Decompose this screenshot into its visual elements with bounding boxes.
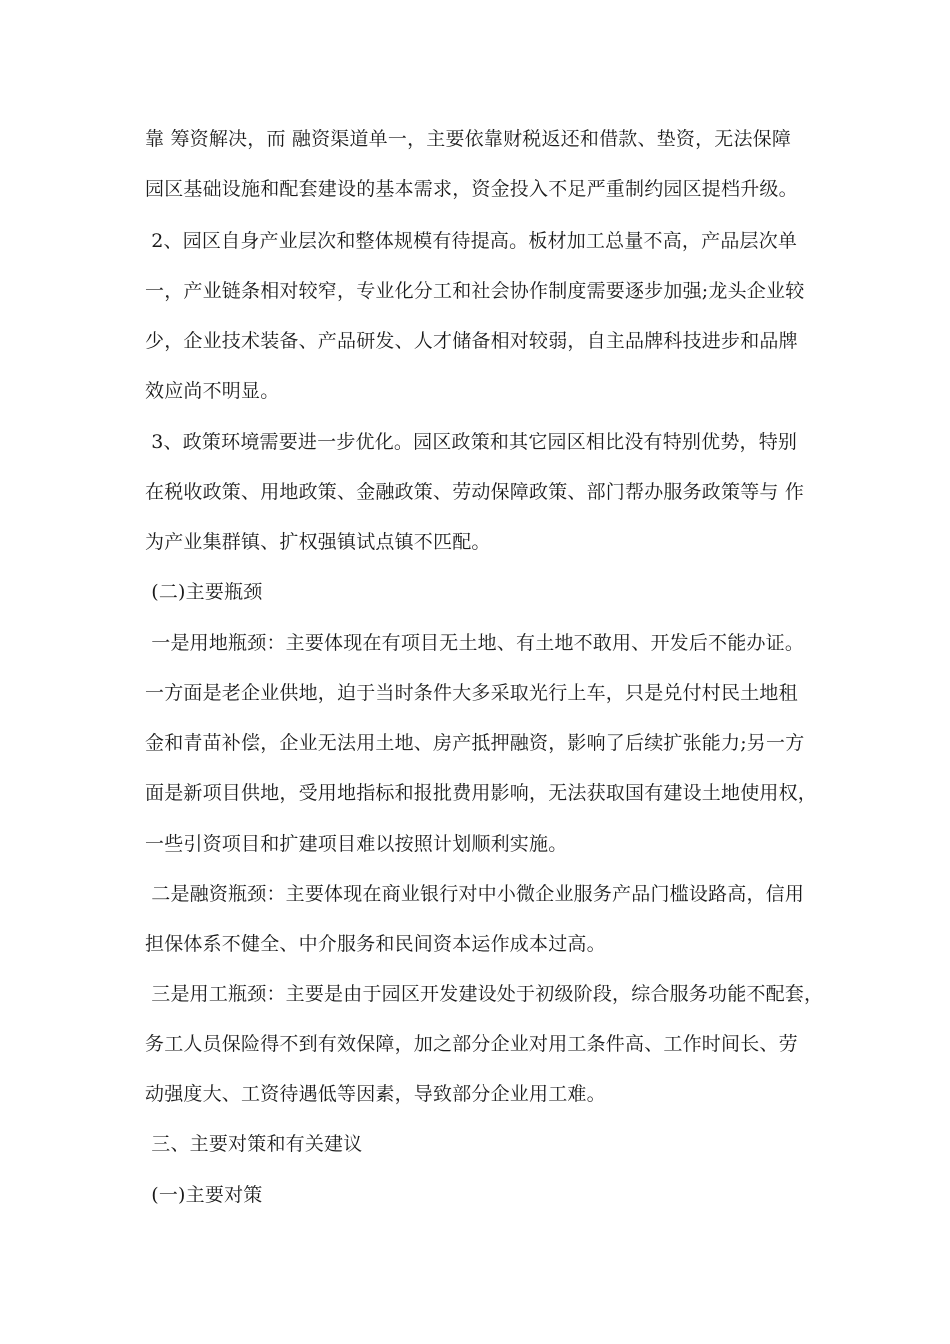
section-heading: (一)主要对策 — [145, 1184, 263, 1206]
text-line: 担保体系不健全、中介服务和民间资本运作成本过高。 — [145, 933, 606, 955]
section-heading: 三、主要对策和有关建议 — [145, 1133, 363, 1155]
text-line: 3、政策环境需要进一步优化。园区政策和其它园区相比没有特别优势，特别 — [145, 431, 798, 453]
text-line: 金和青苗补偿，企业无法用土地、房产抵押融资，影响了后续扩张能力;另一方 — [145, 732, 805, 754]
text-line: 一方面是老企业供地，迫于当时条件大多采取光行上车，只是兑付村民土地租 — [145, 682, 798, 704]
text-line: 动强度大、工资待遇低等因素，导致部分企业用工难。 — [145, 1083, 606, 1105]
text-line: 二是融资瓶颈：主要体现在商业银行对中小微企业服务产品门槛设路高，信用 — [145, 883, 805, 905]
text-line: 少，企业技术装备、产品研发、人才储备相对较弱，自主品牌科技进步和品牌 — [145, 330, 798, 352]
text-line: 为产业集群镇、扩权强镇试点镇不匹配。 — [145, 531, 491, 553]
text-line: 园区基础设施和配套建设的基本需求，资金投入不足严重制约园区提档升级。 — [145, 178, 798, 200]
text-line: 2、园区自身产业层次和整体规模有待提高。板材加工总量不高，产品层次单 — [145, 230, 798, 252]
text-line: 一，产业链条相对较窄，专业化分工和社会协作制度需要逐步加强;龙头企业较 — [145, 280, 805, 302]
text-line: 三是用工瓶颈：主要是由于园区开发建设处于初级阶段，综合服务功能不配套， — [145, 983, 824, 1005]
text-line: 一些引资项目和扩建项目难以按照计划顺利实施。 — [145, 833, 568, 855]
text-line: 靠 筹资解决，而 融资渠道单一，主要依靠财税返还和借款、垫资，无法保障 — [145, 128, 792, 150]
text-line: 面是新项目供地，受用地指标和报批费用影响，无法获取国有建设土地使用权， — [145, 782, 818, 804]
text-line: 一是用地瓶颈：主要体现在有项目无土地、有土地不敢用、开发后不能办证。 — [145, 632, 805, 654]
text-line: 在税收政策、用地政策、金融政策、劳动保障政策、部门帮办服务政策等与 作 — [145, 481, 805, 503]
text-line: 务工人员保险得不到有效保障，加之部分企业对用工条件高、工作时间长、劳 — [145, 1033, 798, 1055]
section-heading: (二)主要瓶颈 — [145, 581, 263, 603]
text-line: 效应尚不明显。 — [145, 380, 280, 402]
